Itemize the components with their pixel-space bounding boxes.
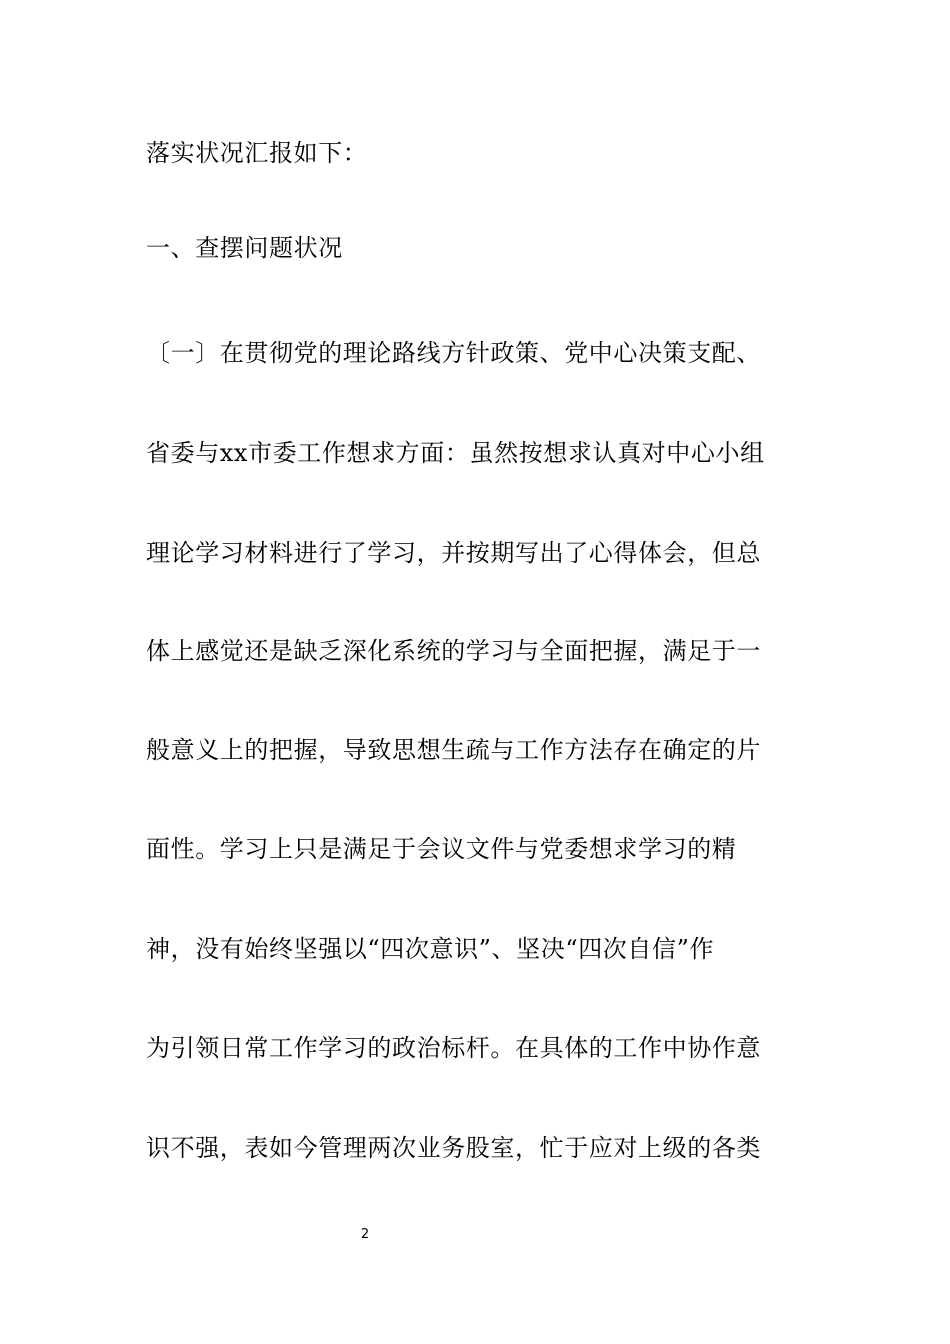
body-text-line: 识不强，表如今管理两次业务股室，忙于应对上级的各类 — [146, 1134, 761, 1162]
body-text-line: 体上感觉还是缺乏深化系统的学习与全面把握，满足于一 — [146, 637, 761, 665]
page-number: 2 — [360, 1227, 370, 1242]
body-text-line: 为引领日常工作学习的政治标杆。在具体的工作中协作意 — [146, 1034, 761, 1062]
body-text-line: 神，没有始终坚强以“四次意识”、坚决“四次自信”作 — [146, 935, 715, 963]
body-text-line: 面性。学习上只是满足于会议文件与党委想求学习的精 — [146, 835, 737, 863]
section-heading: 一、查摆问题状况 — [146, 234, 343, 262]
body-text-line: 理论学习材料进行了学习，并按期写出了心得体会，但总 — [146, 539, 761, 567]
body-text-line: 般意义上的把握，导致思想生疏与工作方法存在确定的片 — [146, 736, 761, 764]
body-text-line: 落实状况汇报如下： — [146, 139, 368, 167]
body-text-line: 省委与xx市委工作想求方面：虽然按想求认真对中心小组 — [146, 439, 765, 467]
body-text-line: 〔一〕在贯彻党的理论路线方针政策、党中心决策支配、 — [146, 339, 761, 367]
